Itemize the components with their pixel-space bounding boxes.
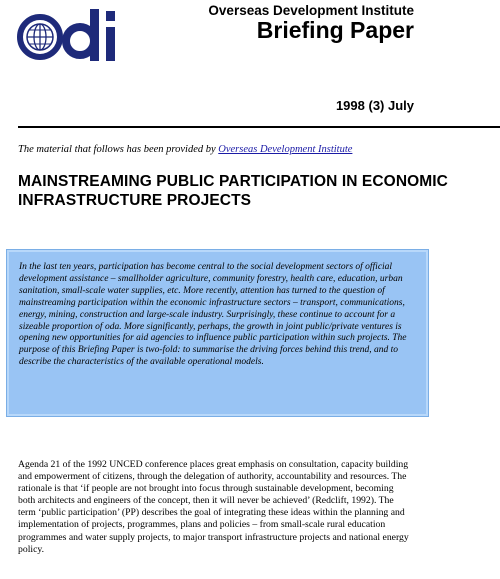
body-paragraph: Agenda 21 of the 1992 UNCED conference places great emphasis on consultation, capacity building and empowerment of citizens, through the delegation of authority, accountability and resources. The rationale is that ‘if people are not brought into focus through sustainable development, becoming both architects and engineers of the concept, then it will never be achieved’ (Redclift, 1992). The term ‘public participation’ (PP) describes the goal of integrating these ideas within the planning and implementation of projects, programmes, plans and policies – from small-scale rural education programmes and water supply projects, to major transport infrastructure projects and national energy policy. bbox=[18, 459, 409, 555]
odi-link[interactable]: Overseas Development Institute bbox=[218, 144, 353, 155]
org-name: Overseas Development Institute bbox=[208, 3, 414, 18]
odi-logo bbox=[16, 7, 121, 65]
summary-box bbox=[6, 249, 429, 417]
issue-date: 1998 (3) July bbox=[335, 98, 414, 113]
provided-by-text: The material that follows has been provided by bbox=[18, 144, 219, 155]
provided-by-line bbox=[18, 144, 352, 155]
globe-icon bbox=[20, 17, 60, 57]
paper-type-title: Briefing Paper bbox=[256, 17, 414, 43]
header-divider bbox=[18, 126, 500, 128]
article-headline: MAINSTREAMING PUBLIC PARTICIPATION IN ECONOMIC INFRASTRUCTURE PROJECTS bbox=[18, 173, 448, 209]
summary-text: In the last ten years, participation has become central to the social development sectors of official development assistance – smallholder agriculture, community forestry, health care, education, urban sanitation, small-scale water supplies, etc. More recently, attention has turned to the question of mainstreaming participation within the economic infrastructure sectors – transport, communications, energy, mining, construction and large-scale industry. Surprisingly, these continue to account for a sizeable proportion of oda. More significantly, perhaps, the growth in joint public/private ventures is opening new opportunities for aid agencies to influence public participation within such projects. The purpose of this Briefing Paper is two-fold: to summarise the driving forces behind this trend, and to describe the characteristics of the available operational models. bbox=[19, 262, 407, 368]
